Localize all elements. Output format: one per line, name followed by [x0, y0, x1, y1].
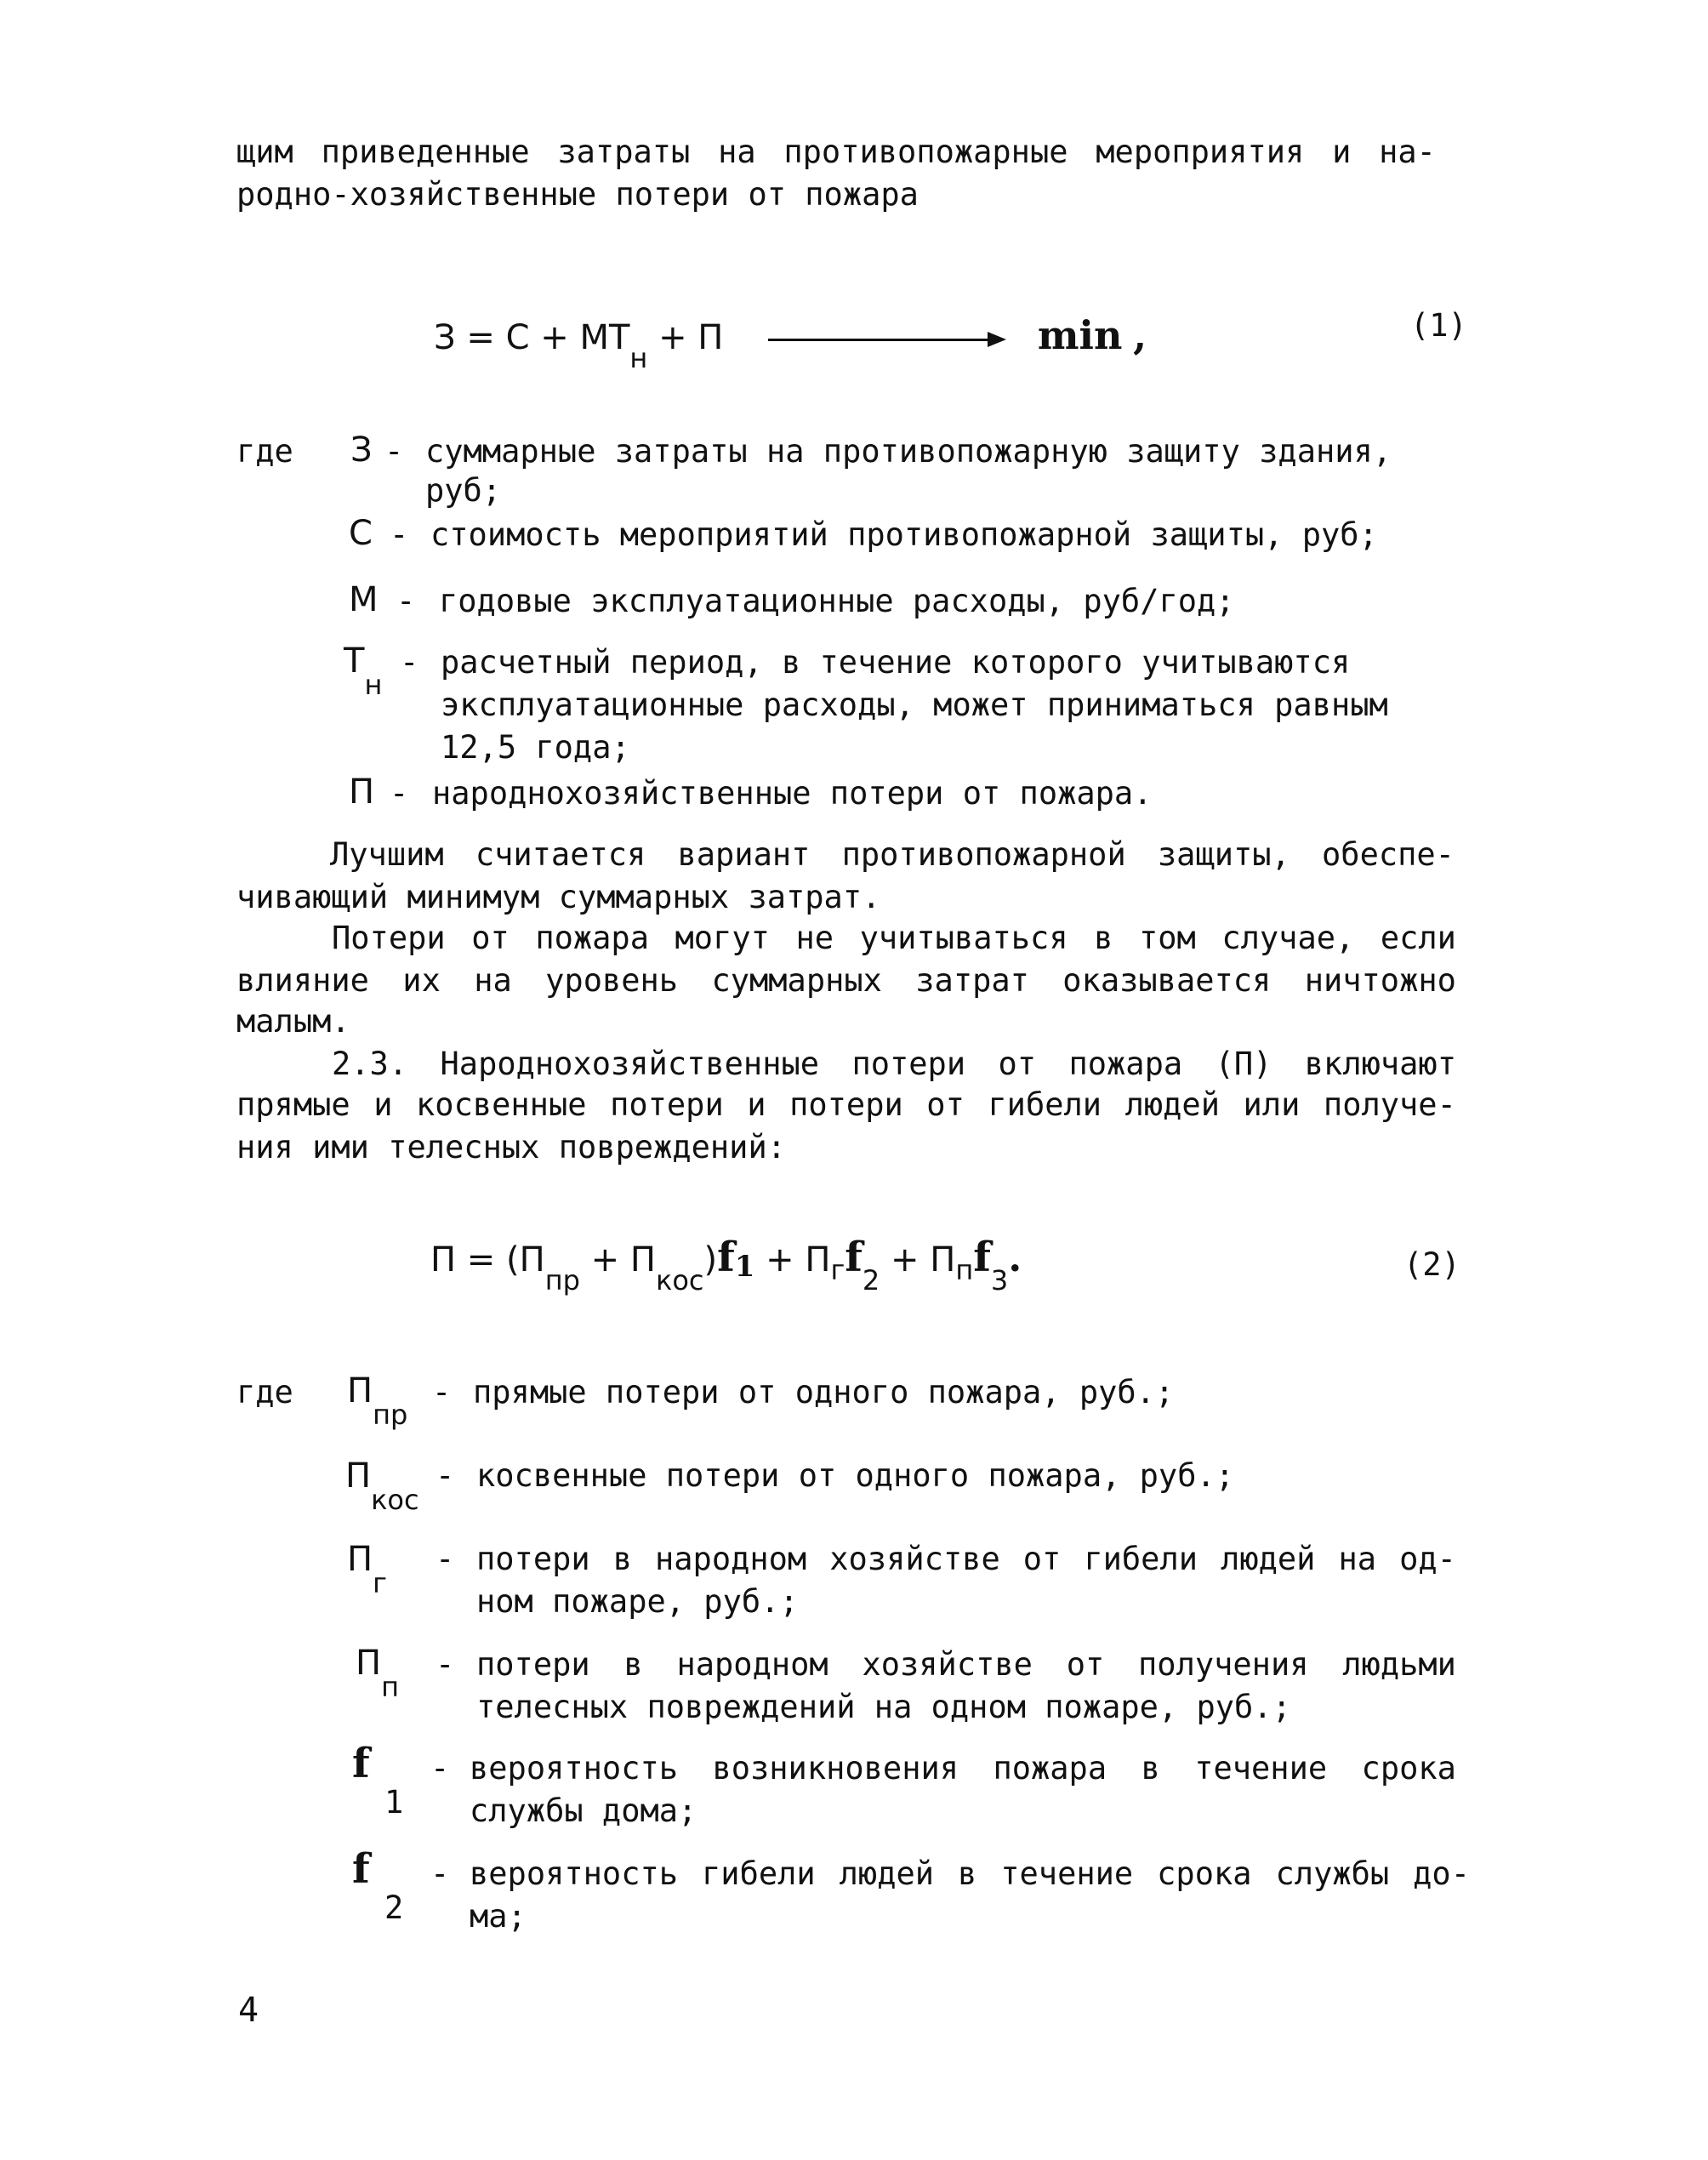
def-dash: - — [430, 1855, 450, 1892]
def-p-line-1: народнохозяйственные потери от пожара. — [432, 775, 1153, 812]
def-symbol-f1: f — [352, 1740, 370, 1787]
def-symbol-p-g: $П_г$ — [347, 1540, 387, 1599]
def-dash: - — [432, 1374, 452, 1411]
def-z-line-2: руб; — [425, 472, 502, 509]
para3-line-2: прямые и косвенные потери и потери от гибели людей или получе- — [236, 1086, 1456, 1123]
def-dash: - — [390, 775, 409, 812]
formula-2: $П = (П_{пр} + П_{кос})f1 + П_гf_2 + П_пf_3$. — [430, 1234, 1022, 1297]
def-p-g-line-2: ном пожаре, руб.; — [476, 1583, 799, 1620]
def-symbol-m: М — [349, 580, 379, 619]
para2-line-2: влияние их на уровень суммарных затрат оказывается ничтожно — [236, 962, 1456, 999]
def-f1-sub: 1 — [384, 1784, 404, 1821]
intro-line-2: родно-хозяйственные потери от пожара — [236, 176, 919, 213]
para2-line-3: малым. — [236, 1003, 350, 1040]
def-symbol-p-p: $П_п$ — [356, 1644, 399, 1703]
def-f2-sub: 2 — [384, 1889, 404, 1926]
para3-line-1: 2.3. Народнохозяйственные потери от пожара (П) включают — [332, 1046, 1456, 1082]
def-p-p-line-2: телесных повреждений на одном пожаре, руб.; — [476, 1689, 1291, 1725]
def-dash: - — [436, 1646, 455, 1683]
def-f2-line-1: вероятность гибели людей в течение срока службы до- — [470, 1855, 1470, 1892]
def-t-line-1: расчетный период, в течение которого учитываются — [441, 644, 1351, 681]
def-m-line-1: годовые эксплуатационные расходы, руб/год; — [439, 583, 1235, 619]
def-s-line-1: стоимость мероприятий противопожарной защиты, руб; — [430, 516, 1378, 553]
def-t-line-2: эксплуатационные расходы, может приниматься равным — [441, 687, 1388, 723]
def-symbol-p-pr: $П_{пр}$ — [347, 1371, 408, 1431]
def-dash: - — [436, 1457, 455, 1494]
para3-line-3: ния ими телесных повреждений: — [236, 1129, 787, 1165]
def-dash: - — [396, 583, 416, 619]
def-symbol-t: $Т_н$ — [344, 641, 383, 701]
def-p-p-line-1: потери в народном хозяйстве от получения людьми — [476, 1646, 1456, 1683]
where-label-1: где — [236, 433, 293, 470]
def-f1-line-2: службы дома; — [470, 1792, 697, 1829]
where-label-2: где — [236, 1374, 293, 1411]
def-symbol-p-kos: $П_{кос}$ — [345, 1456, 419, 1516]
def-symbol-p: П — [349, 772, 375, 812]
def-t-line-3: 12,5 года; — [441, 729, 630, 766]
page-number: 4 — [238, 1991, 259, 2030]
para2-line-1: Потери от пожара могут не учитываться в том случае, если — [332, 920, 1456, 956]
intro-line-1: щим приведенные затраты на противопожарные мероприятия и на- — [236, 134, 1436, 170]
def-dash: - — [430, 1750, 450, 1787]
para1-line-1: Лучшим считается вариант противопожарной защиты, обеспе- — [330, 836, 1455, 873]
formula-1-number: (1) — [1410, 307, 1467, 344]
para1-line-2: чивающий минимум суммарных затрат. — [236, 879, 881, 915]
def-p-pr-line-1: прямые потери от одного пожара, руб.; — [473, 1374, 1175, 1411]
def-p-kos-line-1: косвенные потери от одного пожара, руб.; — [476, 1457, 1235, 1494]
def-symbol-s: С — [349, 514, 373, 553]
def-z-line-1: суммарные затраты на противопожарную защиту здания, — [425, 433, 1392, 470]
def-dash: - — [384, 433, 404, 470]
def-dash: - — [400, 644, 419, 681]
def-f2-line-2: ма; — [470, 1898, 527, 1935]
def-f1-line-1: вероятность возникновения пожара в течение срока — [470, 1750, 1456, 1787]
def-symbol-f2: f — [352, 1845, 370, 1893]
def-dash: - — [436, 1541, 455, 1577]
formula-1: $З = С + МТ_н + П$ min , — [434, 312, 1147, 374]
def-symbol-z: З — [350, 430, 373, 470]
formula-2-number: (2) — [1403, 1246, 1460, 1283]
arrow-icon — [768, 322, 1006, 356]
def-p-g-line-1: потери в народном хозяйстве от гибели людей на од- — [476, 1541, 1456, 1577]
def-dash: - — [390, 516, 409, 553]
